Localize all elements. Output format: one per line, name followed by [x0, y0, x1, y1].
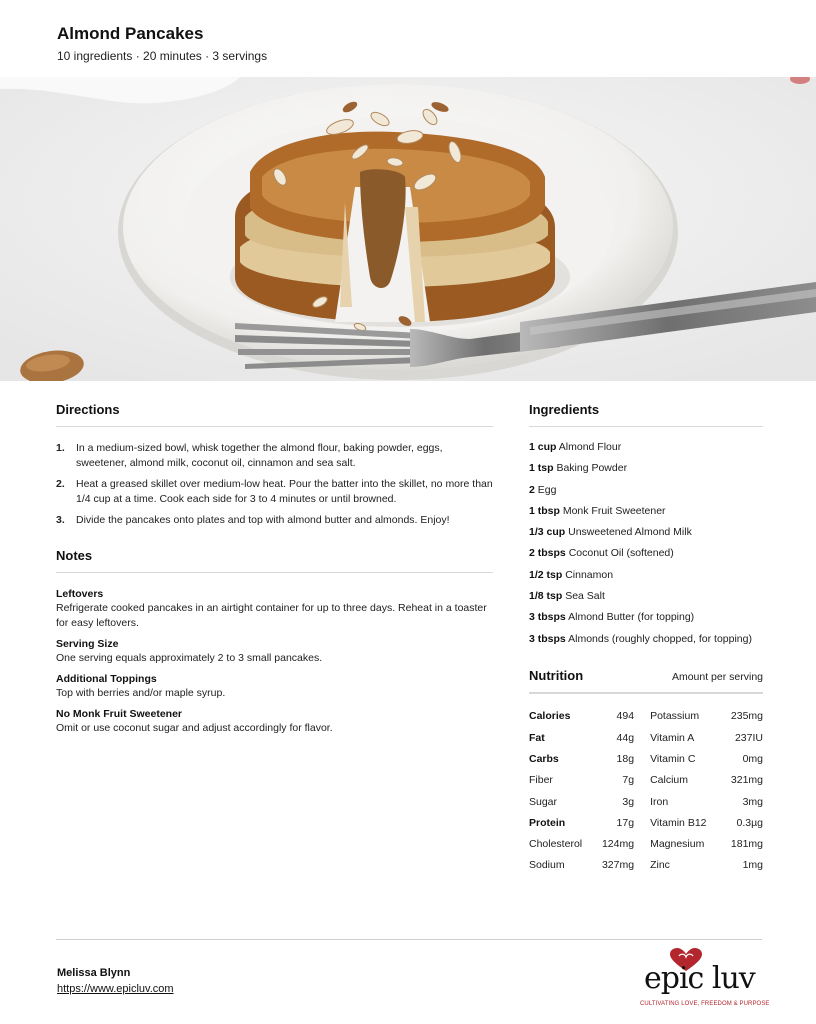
nutrition-row — [529, 748, 763, 769]
nutrient-label: Calories — [529, 710, 571, 723]
note-title: Additional Toppings — [56, 673, 157, 685]
nutrition-table — [529, 706, 763, 876]
note-title: Serving Size — [56, 638, 119, 650]
nutrient-value: 3g — [622, 795, 635, 808]
note-body: One serving equals approximately 2 to 3 small pancakes. — [56, 652, 323, 664]
note-title: No Monk Fruit Sweetener — [56, 708, 183, 720]
nutrient-label: Calcium — [650, 774, 689, 787]
nutrition-row — [529, 727, 763, 748]
step-number: 3. — [56, 514, 65, 526]
ingredient-item — [529, 546, 763, 560]
direction-step — [56, 477, 493, 507]
nutrient-value: 237IU — [734, 731, 763, 744]
ingredient-qty: 3 tbsps — [529, 632, 566, 645]
nutrient-value: 494 — [616, 710, 635, 723]
direction-step — [56, 513, 493, 528]
note-title: Leftovers — [56, 588, 104, 600]
nutrient-label: Vitamin B12 — [650, 816, 707, 829]
notes-heading: Notes — [56, 548, 493, 573]
nutrient-label: Fiber — [529, 774, 553, 787]
ingredient-name: Monk Fruit Sweetener — [562, 504, 666, 517]
nutrient-value: 327mg — [601, 859, 635, 872]
ingredient-name: Baking Powder — [556, 462, 628, 475]
ingredient-qty: 2 — [529, 483, 535, 496]
nutrient-label: Vitamin A — [650, 731, 695, 744]
ingredient-item — [529, 589, 763, 603]
recipe-photo — [0, 77, 816, 381]
step-number: 1. — [56, 442, 65, 454]
logo-wordmark: epic luv — [644, 961, 755, 996]
recipe-title: Almond Pancakes — [57, 24, 204, 43]
nutrient-label: Fat — [529, 731, 545, 744]
nutrition-row — [529, 770, 763, 791]
step-text: Heat a greased skillet over medium-low heat. Pour the batter into the skillet, no more than 1/4 cup at a time. Cook each side for 3 to 4 minutes or until browned. — [76, 478, 493, 505]
nutrient-value: 124mg — [601, 838, 635, 851]
left-column — [56, 402, 493, 742]
nutrient-label: Iron — [650, 795, 669, 808]
footer-divider — [56, 939, 762, 940]
nutrient-label: Vitamin C — [650, 752, 696, 765]
note-body: Refrigerate cooked pancakes in an airtight container for up to three days. Reheat in a toaster for easy leftovers. — [56, 602, 487, 629]
ingredients-list — [529, 440, 763, 646]
author-url-link[interactable]: https://www.epicluv.com — [57, 983, 174, 995]
ingredient-item — [529, 632, 763, 646]
nutrient-label: Sugar — [529, 795, 558, 808]
note-item — [56, 637, 493, 666]
ingredient-qty: 3 tbsps — [529, 611, 566, 624]
nutrient-value: 18g — [616, 752, 635, 765]
note-item — [56, 587, 493, 631]
ingredients-heading: Ingredients — [529, 402, 763, 427]
right-column — [529, 402, 763, 876]
epic-luv-logo — [640, 948, 770, 1014]
nutrient-value: 3mg — [742, 795, 763, 808]
ingredient-qty: 1/3 cup — [529, 526, 566, 539]
ingredient-qty: 2 tbsps — [529, 547, 566, 560]
ingredient-name: Almond Flour — [558, 441, 622, 453]
logo-tagline: CULTIVATING LOVE, FREEDOM & PURPOSE — [640, 1001, 770, 1007]
note-body: Omit or use coconut sugar and adjust accordingly for flavor. — [56, 722, 333, 734]
author-name: Melissa Blynn — [57, 967, 131, 979]
ingredient-item — [529, 483, 763, 497]
ingredient-name: Almond Butter (for topping) — [568, 611, 695, 624]
direction-step — [56, 441, 493, 471]
notes-list — [56, 587, 493, 736]
step-number: 2. — [56, 478, 65, 490]
nutrient-value: 44g — [616, 731, 635, 744]
ingredient-name: Sea Salt — [565, 590, 605, 603]
ingredient-name: Cinnamon — [565, 568, 614, 581]
note-body: Top with berries and/or maple syrup. — [56, 687, 226, 699]
nutrient-label: Protein — [529, 816, 566, 829]
step-text: Divide the pancakes onto plates and top with almond butter and almonds. Enjoy! — [76, 514, 450, 526]
nutrient-value: 181mg — [730, 838, 763, 851]
ingredient-name: Unsweetened Almond Milk — [568, 526, 692, 539]
nutrition-row — [529, 833, 763, 854]
ingredient-qty: 1 tsp — [529, 462, 554, 475]
ingredient-item — [529, 461, 763, 475]
nutrition-header — [529, 668, 763, 694]
nutrient-label: Magnesium — [650, 838, 705, 851]
directions-list — [56, 441, 493, 528]
recipe-header — [57, 24, 267, 63]
nutrient-label: Zinc — [650, 859, 670, 872]
recipe-meta: 10 ingredients · 20 minutes · 3 servings — [57, 49, 268, 63]
ingredient-name: Egg — [537, 483, 557, 496]
nutrient-label: Carbs — [529, 752, 559, 765]
nutrient-value: 0.3µg — [736, 816, 763, 829]
ingredient-qty: 1/2 tsp — [529, 568, 563, 581]
nutrition-heading: Nutrition — [529, 667, 584, 683]
pancake-photo-illustration — [0, 77, 816, 381]
ingredient-item — [529, 504, 763, 518]
ingredient-item — [529, 525, 763, 539]
nutrition-per-serving: Amount per serving — [671, 670, 763, 683]
nutrient-label: Potassium — [650, 710, 700, 723]
nutrition-row — [529, 812, 763, 833]
nutrient-label: Sodium — [529, 859, 565, 872]
nutrient-value: 17g — [616, 816, 635, 829]
ingredient-item — [529, 568, 763, 582]
ingredient-qty: 1/8 tsp — [529, 590, 563, 603]
nutrient-value: 1mg — [742, 859, 763, 872]
nutrient-value: 321mg — [730, 774, 763, 787]
nutrient-label: Cholesterol — [529, 838, 583, 851]
nutrition-row — [529, 791, 763, 812]
directions-heading: Directions — [56, 402, 493, 427]
ingredient-name: Almonds (roughly chopped, for topping) — [568, 632, 752, 645]
step-text: In a medium-sized bowl, whisk together the almond flour, baking powder, eggs, sweetener, almond milk, coconut oil, cinnamon and sea salt. — [76, 442, 443, 469]
nutrient-value: 235mg — [730, 710, 763, 723]
ingredient-item — [529, 440, 763, 454]
note-item — [56, 707, 493, 736]
ingredient-qty: 1 cup — [529, 441, 557, 453]
nutrition-row — [529, 706, 763, 727]
ingredient-item — [529, 610, 763, 624]
nutrition-row — [529, 855, 763, 876]
nutrient-value: 0mg — [742, 752, 763, 765]
nutrient-value: 7g — [622, 774, 635, 787]
ingredient-qty: 1 tbsp — [529, 504, 560, 517]
ingredient-name: Coconut Oil (softened) — [568, 547, 674, 560]
note-item — [56, 672, 493, 701]
